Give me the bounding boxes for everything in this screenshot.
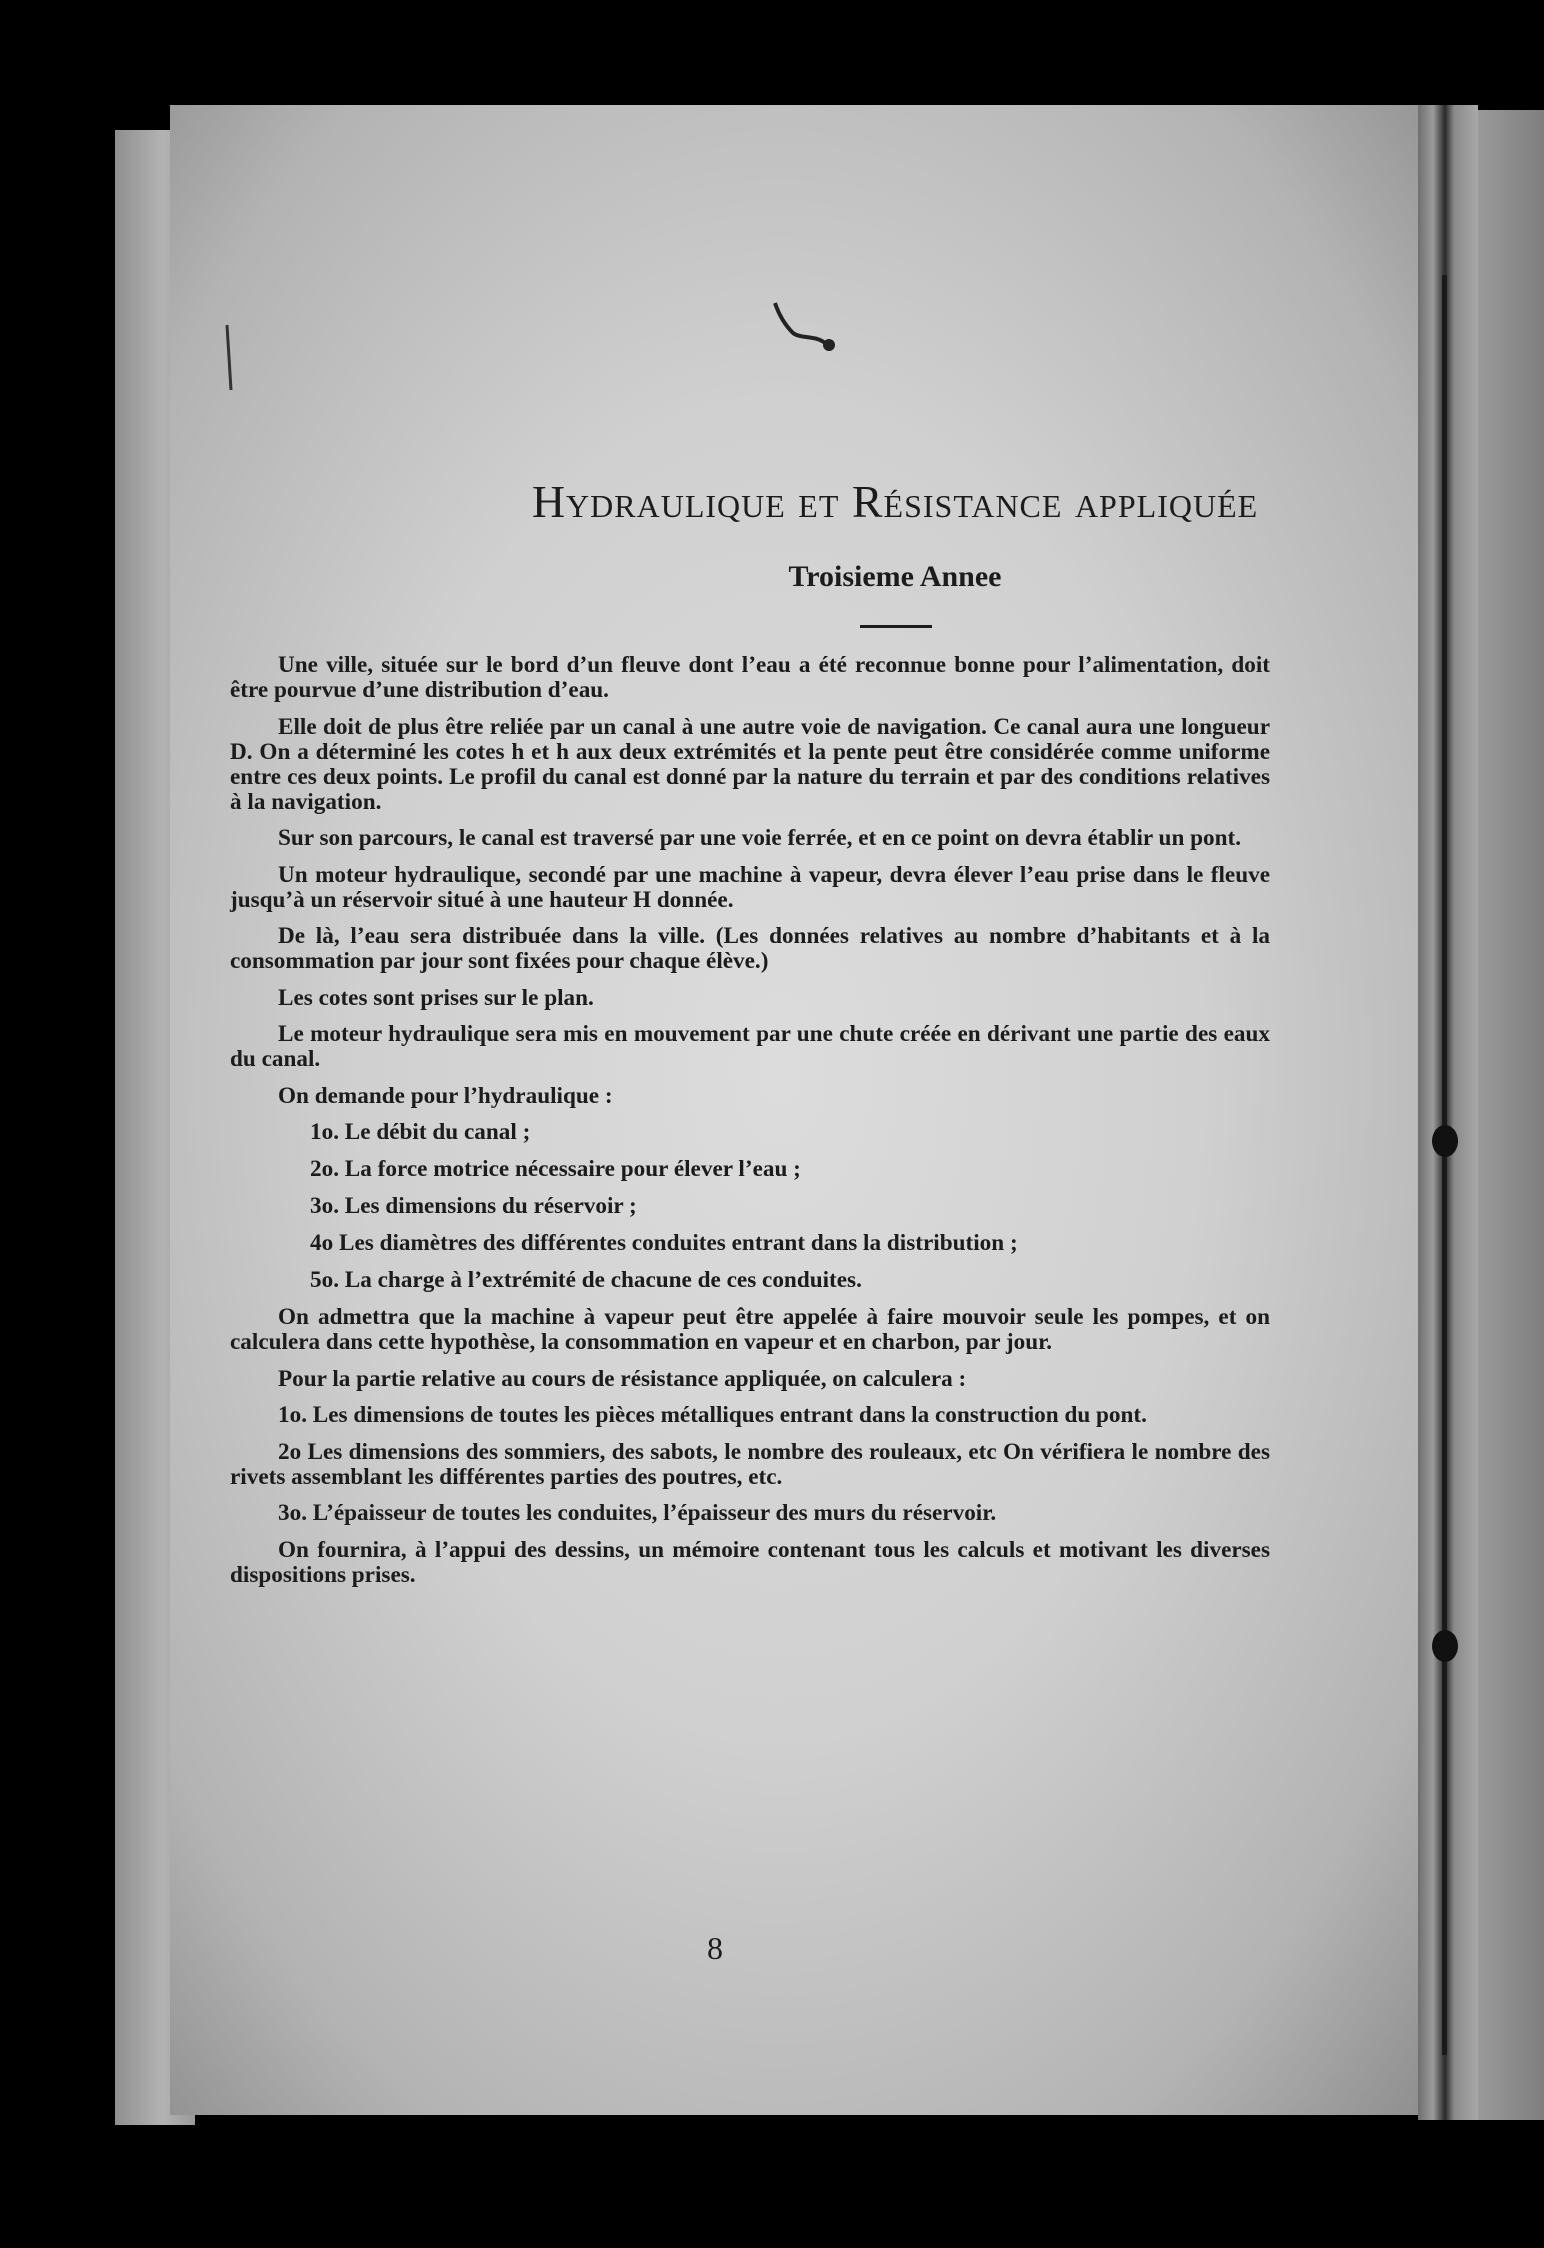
pencil-mark-left [215,320,245,400]
page-subtitle: Troisieme Annee [788,560,1002,593]
binding-knot [1432,1630,1458,1662]
paragraph: Sur son parcours, le canal est traversé par une voie ferrée, et en ce point on devra établir un pont. [278,825,1242,851]
paragraph: On admettra que la machine à vapeur peut être appelée à faire mouvoir seule les pompes, et on calculera dans cette hypothèse, la consommation en vapeur et en charbon, par jour. [230,1304,1270,1355]
list-item: 1o. Le débit du canal ; [310,1119,531,1145]
paragraph: On fournira, à l’appui des dessins, un mémoire contenant tous les calculs et motivant les diverses dispositions prises. [230,1536,1270,1588]
paragraph: 3o. L’épaisseur de toutes les conduites, l’épaisseur des murs du réservoir. [278,1500,997,1526]
paragraph: De là, l’eau sera distribuée dans la ville. (Les données relatives au nombre d’habitants et à la consommation par jour sont fixées pour chaque élève.) [230,923,1270,974]
list-item: 5o. La charge à l’extrémité de chacune de ces conduites. [310,1267,862,1293]
facing-page-edge [1478,110,1544,2120]
title-divider [860,625,932,628]
paragraph: Elle doit de plus être reliée par un canal à une autre voie de navigation. Ce canal aura une longueur D. On a déterminé les cotes h et h aux deux extrémités et la pente peut être considérée comme uniforme entre ces deux points. Le profil du canal est donné par la nature du terrain et par des conditions relatives à la navigation. [230,713,1270,815]
list-item: 4o Les diamètres des différentes conduites entrant dans la distribution ; [310,1230,1018,1256]
paragraph: Un moteur hydraulique, secondé par une machine à vapeur, devra élever l’eau prise dans le fleuve jusqu’à un réservoir situé à une hauteur H donnée. [230,861,1270,913]
binding-edge [1418,105,1478,2120]
body-text [230,653,1270,1599]
paragraph: On demande pour l’hydraulique : [278,1082,613,1109]
paragraph: 2o Les dimensions des sommiers, des sabots, le nombre des rouleaux, etc On vérifiera le nombre des rivets assemblant les différentes parties des poutres, etc. [230,1438,1270,1490]
paragraph: 1o. Les dimensions de toutes les pièces métalliques entrant dans la construction du pont. [278,1402,1147,1428]
binding-thread [1442,275,1447,2055]
paragraph: Une ville, située sur le bord d’un fleuve dont l’eau a été reconnue bonne pour l’alimentation, doit être pourvue d’une distribution d’eau. [230,652,1270,703]
paragraph: Les cotes sont prises sur le plan. [278,984,594,1011]
paragraph: Le moteur hydraulique sera mis en mouvement par une chute créée en dérivant une partie des eaux du canal. [230,1021,1270,1072]
paragraph: Pour la partie relative au cours de résistance appliquée, on calculera : [278,1365,967,1392]
document-page [170,105,1440,2115]
pencil-mark-top [765,295,845,355]
list-item: 2o. La force motrice nécessaire pour élever l’eau ; [310,1156,801,1182]
page-number: 8 [707,1930,723,1966]
binding-knot [1432,1125,1458,1157]
page-title: Hydraulique et Résistance appliquée [531,476,1259,527]
list-item: 3o. Les dimensions du réservoir ; [310,1193,637,1219]
